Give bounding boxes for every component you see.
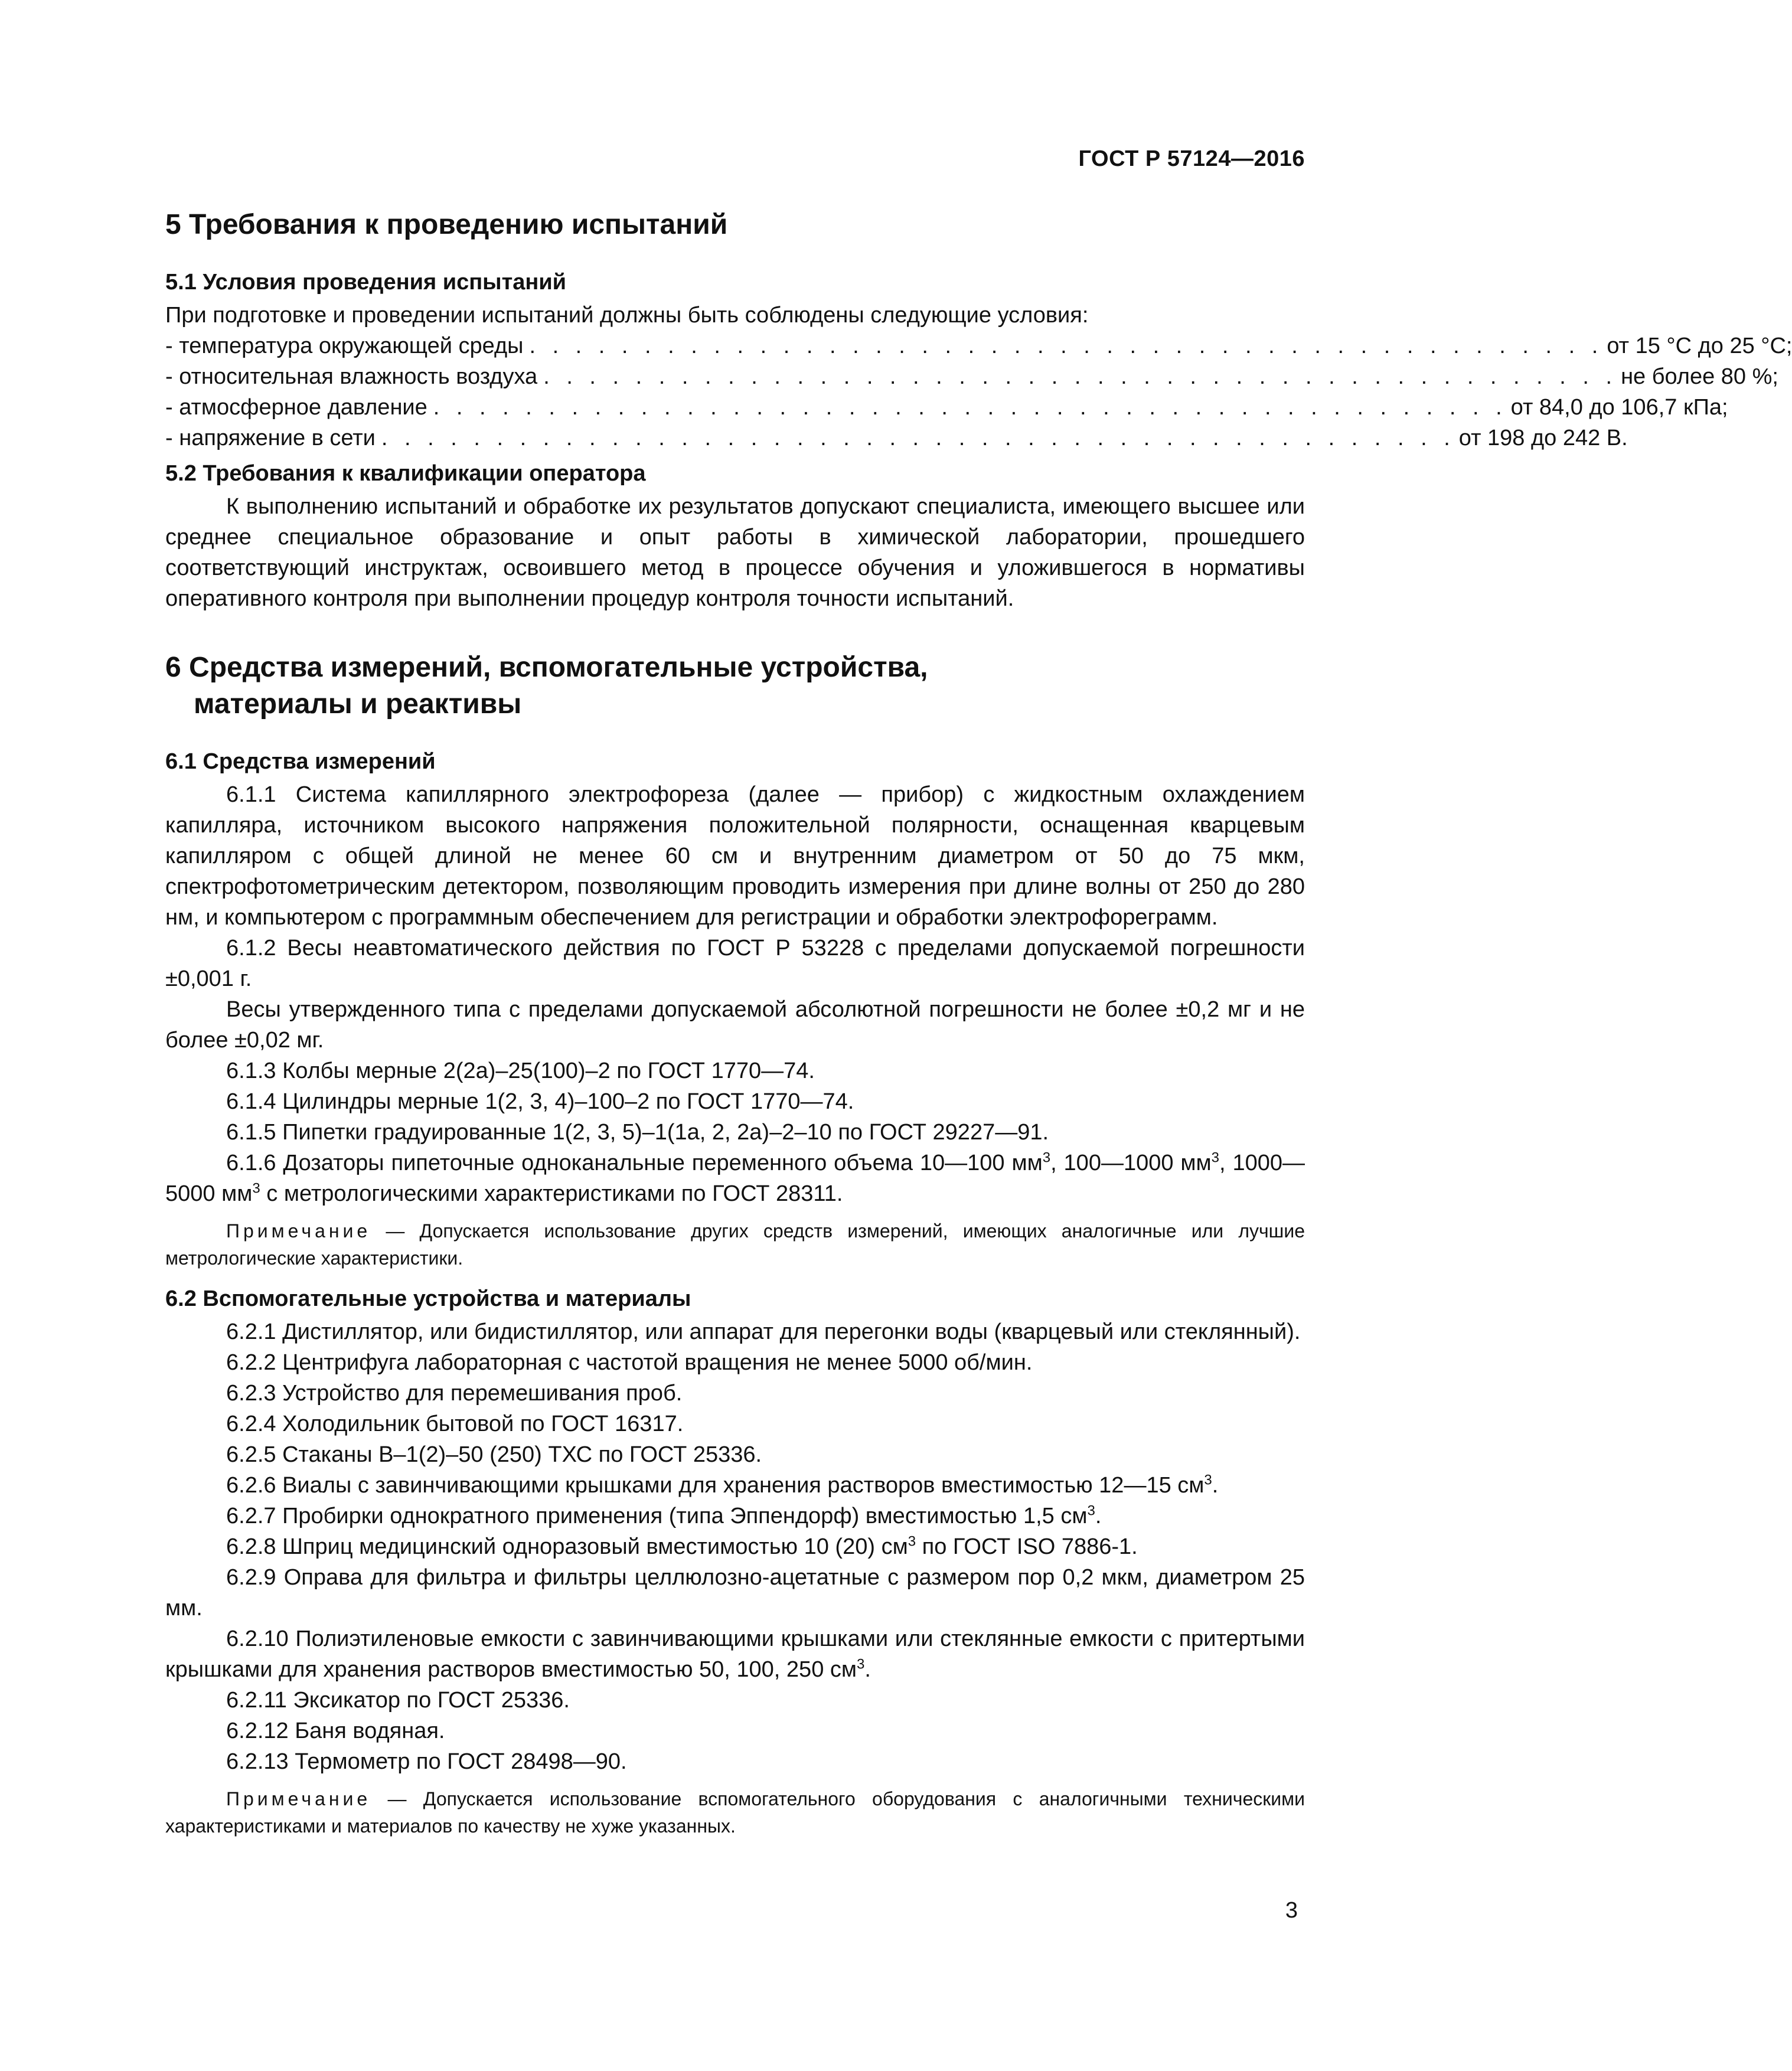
page-number: 3 xyxy=(1285,1898,1298,1923)
leader-dots: . . . . . . . . . . . . . . . . . . . . . . . . . . . . . . . . . . . . . . . . . . . . . . . xyxy=(381,426,1455,450)
clause-text: . xyxy=(1212,1473,1219,1498)
clause-6-2-10 xyxy=(165,1624,1305,1685)
clause-6-1-3: 6.1.3 Колбы мерные 2(2а)–25(100)–2 по ГОСТ 1770—74. xyxy=(226,1059,815,1083)
clause-6-2-3: 6.2.3 Устройство для перемешивания проб. xyxy=(226,1381,683,1406)
clause-text: по ГОСТ ISO 7886-1. xyxy=(916,1534,1138,1559)
note-6-1 xyxy=(165,1217,1305,1272)
clause-6-2-8 xyxy=(165,1531,1305,1562)
clause-text: . xyxy=(1095,1504,1102,1528)
leader-dots: . . . . . . . . . . . . . . . . . . . . . . . . . . . . . . . . . . . . . . . . . . . . . . . xyxy=(529,334,1604,358)
clause-6-2-4: 6.2.4 Холодильник бытовой по ГОСТ 16317. xyxy=(226,1412,684,1436)
note-6-2 xyxy=(165,1785,1305,1840)
clause-6-1-2: 6.1.2 Весы неавтоматического действия по ГОСТ Р 53228 с пределами допускаемой погрешности ±0,001 г. xyxy=(165,936,1305,991)
conditions-list xyxy=(165,331,1792,453)
clause-6-2-1: 6.2.1 Дистиллятор, или бидистиллятор, или аппарат для перегонки воды (кварцевый или стеклянный). xyxy=(226,1319,1301,1344)
clause-text: 6.2.10 Полиэтиленовые емкости с завинчивающими крышками или стеклянные емкости с притертыми крышками для хранения растворов вместимостью 50, 100, 250 см xyxy=(165,1626,1305,1682)
superscript: 3 xyxy=(1211,1149,1220,1166)
superscript: 3 xyxy=(857,1656,865,1673)
clause-6-1-6 xyxy=(165,1148,1305,1209)
condition-row xyxy=(165,423,1628,453)
section-5-2-text: К выполнению испытаний и обработке их результатов допускают специалиста, имеющего высшее или среднее специальное образование и опыт работы в химической лаборатории, прошедшего соответствующий инструктаж, освоившего метод в процессе обучения и уложившегося в нормативы оперативного контроля при выполнении процедур контроля точности испытаний. xyxy=(165,494,1305,611)
clause-text: , 100—1000 мм xyxy=(1050,1151,1212,1175)
document-header-id: ГОСТ Р 57124—2016 xyxy=(1078,146,1305,171)
superscript: 3 xyxy=(908,1533,916,1550)
condition-label: - температура окружающей среды xyxy=(165,334,524,358)
clause-text: 6.2.8 Шприц медицинский одноразовый вместимостью 10 (20) см xyxy=(226,1534,908,1559)
superscript: 3 xyxy=(1042,1149,1051,1166)
condition-row xyxy=(165,331,1792,361)
condition-value: не более 80 %; xyxy=(1621,364,1778,389)
section-6-2-title: 6.2 Вспомогательные устройства и материалы xyxy=(165,1286,691,1311)
section-5-title: 5 Требования к проведению испытаний xyxy=(165,209,728,240)
clause-6-2-6 xyxy=(165,1470,1305,1501)
clause-text: с метрологическими характеристиками по ГОСТ 28311. xyxy=(260,1181,843,1206)
section-5-1-intro: При подготовке и проведении испытаний должны быть соблюдены следующие условия: xyxy=(165,303,1089,328)
leader-dots: . . . . . . . . . . . . . . . . . . . . . . . . . . . . . . . . . . . . . . . . . . . . . . . xyxy=(543,364,1618,389)
section-6-1-title: 6.1 Средства измерений xyxy=(165,749,436,774)
note-label: Примечание xyxy=(226,1220,371,1242)
note-text: — Допускается использование других средств измерений, имеющих аналогичные или лучшие метрологические характеристики. xyxy=(165,1220,1305,1269)
section-6-title-line2: материалы и реактивы xyxy=(194,688,522,720)
clause-6-1-1: 6.1.1 Система капиллярного электрофореза (далее — прибор) с жидкостным охлаждением капилляра, источником высокого напряжения положительной полярности, оснащенная кварцевым капилляром с общей длиной не менее 60 см и внутренним диаметром от 50 до 75 мкм, спектрофотометрическим детектором, позволяющим проводить измерения при длине волны от 250 до 280 нм, и компьютером с программным обеспечением для регистрации и обработки электрофореграмм. xyxy=(165,782,1305,930)
page-body xyxy=(165,142,1792,1840)
section-5-1-title: 5.1 Условия проведения испытаний xyxy=(165,270,567,295)
condition-row xyxy=(165,361,1778,392)
clause-6-2-5: 6.2.5 Стаканы В–1(2)–50 (250) ТХС по ГОСТ 25336. xyxy=(226,1442,762,1467)
clause-6-1-4: 6.1.4 Цилиндры мерные 1(2, 3, 4)–100–2 по ГОСТ 1770—74. xyxy=(226,1089,854,1114)
superscript: 3 xyxy=(252,1180,260,1197)
condition-value: от 15 °С до 25 °С; xyxy=(1607,334,1792,358)
superscript: 3 xyxy=(1087,1502,1095,1519)
condition-label: - относительная влажность воздуха xyxy=(165,364,538,389)
clause-text: 6.2.7 Пробирки однократного применения (типа Эппендорф) вместимостью 1,5 см xyxy=(226,1504,1088,1528)
clause-6-1-5: 6.1.5 Пипетки градуированные 1(2, 3, 5)–1(1а, 2, 2а)–2–10 по ГОСТ 29227—91. xyxy=(226,1120,1049,1145)
condition-value: от 84,0 до 106,7 кПа; xyxy=(1510,395,1728,420)
condition-label: - напряжение в сети xyxy=(165,426,376,450)
note-text: — Допускается использование вспомогательного оборудования с аналогичными техническими характеристиками и материалов по качеству не хуже указанных. xyxy=(165,1788,1305,1837)
section-6-title-line1: 6 Средства измерений, вспомогательные устройства, xyxy=(165,652,928,683)
leader-dots: . . . . . . . . . . . . . . . . . . . . . . . . . . . . . . . . . . . . . . . . . . . . . . . xyxy=(433,395,1507,420)
clause-6-2-13: 6.2.13 Термометр по ГОСТ 28498—90. xyxy=(226,1749,627,1774)
condition-value: от 198 до 242 В. xyxy=(1458,426,1628,450)
clause-6-1-2-scales: Весы утвержденного типа с пределами допускаемой абсолютной погрешности не более ±0,2 мг и не более ±0,02 мг. xyxy=(165,997,1305,1053)
clause-6-2-2: 6.2.2 Центрифуга лабораторная с частотой вращения не менее 5000 об/мин. xyxy=(226,1350,1033,1375)
clause-text: . xyxy=(864,1657,871,1682)
superscript: 3 xyxy=(1204,1472,1212,1488)
note-label: Примечание xyxy=(226,1788,371,1809)
clause-6-2-9: 6.2.9 Оправа для фильтра и фильтры целлюлозно-ацетатные с размером пор 0,2 мкм, диаметром 25 мм. xyxy=(165,1565,1305,1621)
clause-text: 6.2.6 Виалы с завинчивающими крышками для хранения растворов вместимостью 12—15 см xyxy=(226,1473,1205,1498)
section-5-2-title: 5.2 Требования к квалификации оператора xyxy=(165,461,646,486)
clause-text: , 1000—5000 мм xyxy=(165,1151,1305,1206)
clause-6-2-12: 6.2.12 Баня водяная. xyxy=(226,1719,445,1743)
clause-6-2-11: 6.2.11 Эксикатор по ГОСТ 25336. xyxy=(226,1688,570,1713)
condition-row xyxy=(165,392,1728,423)
condition-label: - атмосферное давление xyxy=(165,395,427,420)
clause-6-2-7 xyxy=(165,1501,1305,1531)
clause-text: 6.1.6 Дозаторы пипеточные одноканальные переменного объема 10—100 мм xyxy=(226,1151,1043,1175)
